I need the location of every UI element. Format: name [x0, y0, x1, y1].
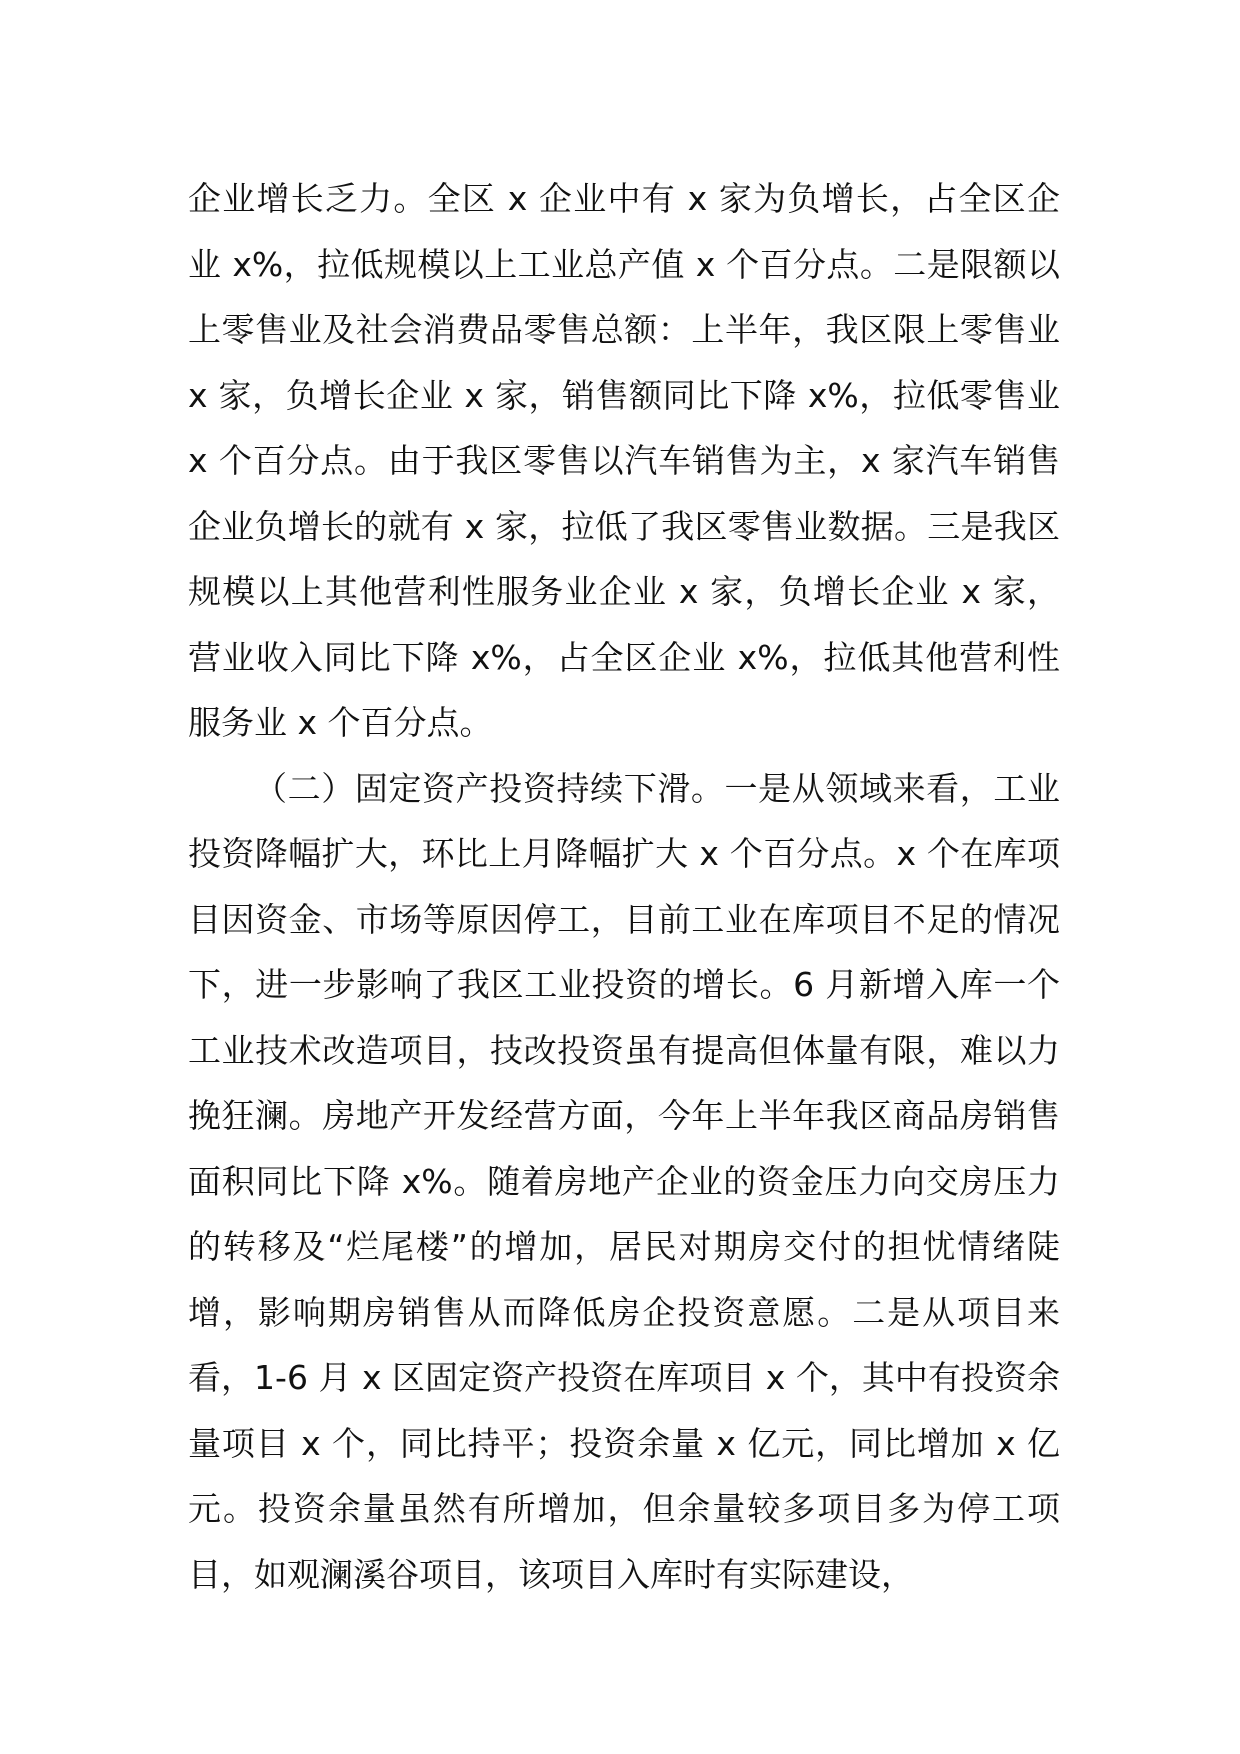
paragraph-2: （二）固定资产投资持续下滑。一是从领域来看，工业投资降幅扩大，环比上月降幅扩大 x 个百分点。x 个在库项目因资金、市场等原因停工，目前工业在库项目不足的情况下，进一步影响了我区工业投资的增长。6 月新增入库一个工业技术改造项目，技改投资虽有提高但体量有限，难以力挽狂澜。房地产开发经营方面，今年上半年我区商品房销售面积同比下降 x%。随着房地产企业的资金压力向交房压力的转移及“烂尾楼”的增加，居民对期房交付的担忧情绪陡增，影响期房销售从而降低房企投资意愿。二是从项目来看，1-6 月 x 区固定资产投资在库项目 x 个，其中有投资余量项目 x 个，同比持平；投资余量 x 亿元，同比增加 x 亿元。投资余量虽然有所增加，但余量较多项目多为停工项目，如观澜溪谷项目，该项目入库时有实际建设，: [188, 768, 1060, 1594]
paragraph-1: 企业增长乏力。全区 x 企业中有 x 家为负增长，占全区企业 x%，拉低规模以上工业总产值 x 个百分点。二是限额以上零售业及社会消费品零售总额：上半年，我区限上零售业 x 家，负增长企业 x 家，销售额同比下降 x%，拉低零售业 x 个百分点。由于我区零售以汽车销售为主，x 家汽车销售企业负增长的就有 x 家，拉低了我区零售业数据。三是我区规模以上其他营利性服务业企业 x 家，负增长企业 x 家，营业收入同比下降 x%，占全区企业 x%，拉低其他营利性服务业 x 个百分点。: [188, 179, 1060, 742]
document-body: [188, 166, 1060, 1607]
